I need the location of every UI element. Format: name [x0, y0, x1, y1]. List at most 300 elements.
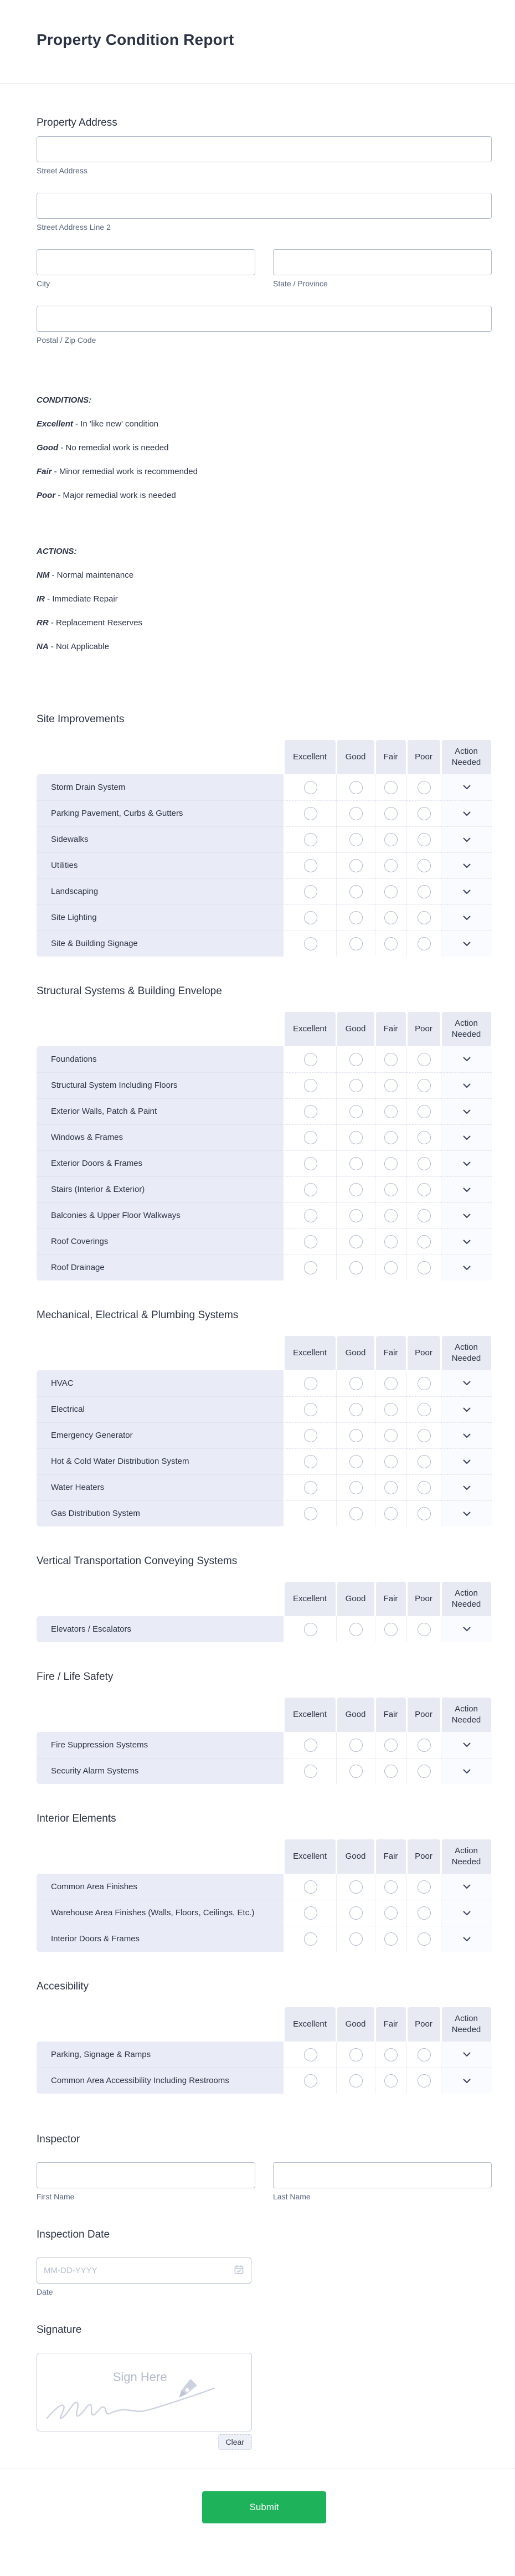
- street-address-input[interactable]: [37, 136, 492, 162]
- action-needed-dropdown[interactable]: [441, 930, 492, 957]
- rating-cell-fair: [375, 1448, 406, 1474]
- rating-cell-good: [336, 800, 375, 826]
- radio-poor[interactable]: [418, 1377, 431, 1390]
- radio-good[interactable]: [349, 781, 363, 794]
- radio-good[interactable]: [349, 833, 363, 846]
- radio-good[interactable]: [349, 1377, 363, 1390]
- chevron-down-icon: [463, 1266, 471, 1271]
- radio-fair[interactable]: [384, 1235, 398, 1248]
- chevron-down-icon: [463, 1057, 471, 1062]
- action-needed-dropdown[interactable]: [441, 1874, 492, 1900]
- table-row: [37, 2042, 492, 2068]
- table-body: [37, 774, 492, 957]
- rating-cell-fair: [375, 1396, 406, 1422]
- radio-fair[interactable]: [384, 885, 398, 898]
- radio-poor[interactable]: [418, 1261, 431, 1274]
- chevron-down-icon: [463, 863, 471, 868]
- radio-excellent[interactable]: [304, 885, 317, 898]
- chevron-down-icon: [463, 785, 471, 790]
- rating-cell-good: [336, 1150, 375, 1176]
- radio-poor[interactable]: [418, 1183, 431, 1196]
- rating-cell-excellent: [284, 1046, 336, 1072]
- rating-cell-fair: [375, 774, 406, 800]
- row-label: Utilities: [37, 852, 284, 878]
- actions-title: ACTIONS:: [37, 547, 77, 556]
- radio-fair[interactable]: [384, 833, 398, 846]
- action-needed-dropdown[interactable]: [441, 852, 492, 878]
- table-header-row: [37, 1336, 492, 1370]
- header-spacer: [37, 1839, 284, 1874]
- radio-poor[interactable]: [418, 937, 431, 950]
- radio-fair[interactable]: [384, 1455, 398, 1468]
- action-needed-dropdown[interactable]: [441, 1124, 492, 1150]
- postal-input[interactable]: [37, 306, 492, 332]
- column-header: Action Needed: [442, 1336, 491, 1370]
- radio-good[interactable]: [349, 1765, 363, 1778]
- action-needed-dropdown[interactable]: [441, 1228, 492, 1254]
- rating-cell-fair: [375, 1176, 406, 1202]
- row-label: Fire Suppression Systems: [37, 1732, 284, 1758]
- action-needed-dropdown[interactable]: [441, 1046, 492, 1072]
- rating-cell-good: [336, 2042, 375, 2068]
- column-header: Fair: [376, 2007, 406, 2042]
- rating-cell-fair: [375, 800, 406, 826]
- radio-fair[interactable]: [384, 1261, 398, 1274]
- radio-good[interactable]: [349, 1623, 363, 1636]
- rating-table-section: [37, 1671, 492, 1784]
- action-needed-dropdown[interactable]: [441, 1422, 492, 1448]
- radio-excellent[interactable]: [304, 807, 317, 820]
- chevron-down-icon: [463, 916, 471, 921]
- chevron-down-icon: [463, 1459, 471, 1464]
- table-row: [37, 1228, 492, 1254]
- column-header: Good: [337, 740, 374, 774]
- radio-excellent[interactable]: [304, 1209, 317, 1222]
- radio-poor[interactable]: [418, 1880, 431, 1894]
- section-title: Accesibility: [37, 1981, 89, 1992]
- chevron-down-icon: [463, 1083, 471, 1088]
- first-name-input[interactable]: [37, 2162, 255, 2188]
- radio-fair[interactable]: [384, 1429, 398, 1442]
- property-address-label: Property Address: [37, 117, 117, 128]
- action-needed-dropdown[interactable]: [441, 904, 492, 930]
- radio-good[interactable]: [349, 1739, 363, 1752]
- radio-poor[interactable]: [418, 1079, 431, 1092]
- rating-table-section: [37, 985, 492, 1281]
- rating-cell-excellent: [284, 1732, 336, 1758]
- rating-cell-poor: [406, 930, 441, 957]
- column-header: Fair: [376, 1839, 406, 1874]
- action-needed-dropdown[interactable]: [441, 2068, 492, 2094]
- rating-cell-good: [336, 1758, 375, 1784]
- action-needed-dropdown[interactable]: [441, 1448, 492, 1474]
- rating-cell-poor: [406, 1046, 441, 1072]
- radio-fair[interactable]: [384, 1481, 398, 1494]
- action-needed-dropdown[interactable]: [441, 1500, 492, 1526]
- radio-excellent[interactable]: [304, 1183, 317, 1196]
- chevron-down-icon: [463, 1135, 471, 1140]
- radio-poor[interactable]: [418, 1455, 431, 1468]
- radio-poor[interactable]: [418, 1623, 431, 1636]
- radio-good[interactable]: [349, 1880, 363, 1894]
- radio-excellent[interactable]: [304, 2048, 317, 2061]
- radio-poor[interactable]: [418, 1481, 431, 1494]
- radio-poor[interactable]: [418, 2048, 431, 2061]
- radio-excellent[interactable]: [304, 833, 317, 846]
- column-header: Good: [337, 2007, 374, 2042]
- radio-good[interactable]: [349, 1455, 363, 1468]
- radio-good[interactable]: [349, 1183, 363, 1196]
- radio-poor[interactable]: [418, 1157, 431, 1170]
- rating-cell-poor: [406, 1926, 441, 1952]
- radio-good[interactable]: [349, 1157, 363, 1170]
- header-spacer: [37, 1698, 284, 1732]
- column-header: Excellent: [285, 740, 336, 774]
- section-title: Vertical Transportation Conveying Systems: [37, 1555, 238, 1567]
- radio-excellent[interactable]: [304, 937, 317, 950]
- rating-cell-poor: [406, 1150, 441, 1176]
- rating-cell-good: [336, 1900, 375, 1926]
- header-spacer: [37, 1336, 284, 1370]
- rating-cell-excellent: [284, 1228, 336, 1254]
- table-row: [37, 1926, 492, 1952]
- action-needed-dropdown[interactable]: [441, 1474, 492, 1500]
- action-needed-dropdown[interactable]: [441, 1370, 492, 1396]
- radio-fair[interactable]: [384, 1932, 398, 1946]
- inspector-section: [37, 2133, 492, 2201]
- rating-cell-excellent: [284, 1616, 336, 1642]
- radio-fair[interactable]: [384, 1623, 398, 1636]
- rating-cell-good: [336, 2068, 375, 2094]
- column-header: Action Needed: [442, 2007, 491, 2042]
- table-header-row: [37, 1012, 492, 1046]
- row-label: Exterior Doors & Frames: [37, 1150, 284, 1176]
- radio-fair[interactable]: [384, 1880, 398, 1894]
- rating-cell-excellent: [284, 904, 336, 930]
- state-input[interactable]: [273, 249, 492, 275]
- radio-good[interactable]: [349, 885, 363, 898]
- radio-good[interactable]: [349, 807, 363, 820]
- last-name-input[interactable]: [273, 2162, 492, 2188]
- rating-cell-fair: [375, 1758, 406, 1784]
- radio-fair[interactable]: [384, 859, 398, 872]
- rating-cell-poor: [406, 1202, 441, 1228]
- rating-cell-excellent: [284, 1758, 336, 1784]
- radio-excellent[interactable]: [304, 1157, 317, 1170]
- pen-icon: [172, 2376, 200, 2407]
- radio-excellent[interactable]: [304, 1880, 317, 1894]
- chevron-down-icon: [463, 1742, 471, 1747]
- radio-fair[interactable]: [384, 911, 398, 924]
- row-label: Roof Drainage: [37, 1254, 284, 1281]
- radio-fair[interactable]: [384, 1183, 398, 1196]
- radio-fair[interactable]: [384, 1053, 398, 1066]
- rating-cell-excellent: [284, 826, 336, 852]
- radio-good[interactable]: [349, 1105, 363, 1118]
- legend-item: NA - Not Applicable: [37, 642, 109, 651]
- radio-good[interactable]: [349, 911, 363, 924]
- row-label: Common Area Finishes: [37, 1874, 284, 1900]
- radio-poor[interactable]: [418, 1739, 431, 1752]
- radio-fair[interactable]: [384, 1209, 398, 1222]
- clear-signature-button[interactable]: Clear: [218, 2434, 252, 2450]
- rating-cell-excellent: [284, 1202, 336, 1228]
- rating-table-section: [37, 1981, 492, 2094]
- radio-fair[interactable]: [384, 937, 398, 950]
- radio-good[interactable]: [349, 1235, 363, 1248]
- legend-item: Fair - Minor remedial work is recommended: [37, 467, 198, 476]
- radio-fair[interactable]: [384, 1377, 398, 1390]
- radio-excellent[interactable]: [304, 1105, 317, 1118]
- rating-cell-fair: [375, 1150, 406, 1176]
- radio-excellent[interactable]: [304, 1131, 317, 1144]
- rating-cell-excellent: [284, 1448, 336, 1474]
- radio-poor[interactable]: [418, 1235, 431, 1248]
- radio-good[interactable]: [349, 1053, 363, 1066]
- radio-excellent[interactable]: [304, 859, 317, 872]
- radio-fair[interactable]: [384, 1157, 398, 1170]
- radio-good[interactable]: [349, 1131, 363, 1144]
- radio-poor[interactable]: [418, 1209, 431, 1222]
- radio-good[interactable]: [349, 1932, 363, 1946]
- chevron-down-icon: [463, 1407, 471, 1412]
- radio-excellent[interactable]: [304, 1377, 317, 1390]
- row-label: Roof Coverings: [37, 1228, 284, 1254]
- table-row: [37, 930, 492, 957]
- radio-excellent[interactable]: [304, 1739, 317, 1752]
- column-header: Poor: [408, 1336, 440, 1370]
- radio-good[interactable]: [349, 1079, 363, 1092]
- action-needed-dropdown[interactable]: [441, 826, 492, 852]
- rating-cell-poor: [406, 826, 441, 852]
- radio-poor[interactable]: [418, 1105, 431, 1118]
- radio-excellent[interactable]: [304, 1507, 317, 1520]
- state-sublabel: State / Province: [273, 279, 328, 288]
- first-name-sublabel: First Name: [37, 2192, 75, 2201]
- table-row: [37, 2068, 492, 2094]
- table-row: [37, 1150, 492, 1176]
- chevron-down-icon: [463, 889, 471, 894]
- radio-poor[interactable]: [418, 781, 431, 794]
- rating-cell-good: [336, 1616, 375, 1642]
- radio-poor[interactable]: [418, 1403, 431, 1416]
- action-needed-dropdown[interactable]: [441, 1616, 492, 1642]
- street-address2-field: [37, 193, 492, 232]
- chevron-down-icon: [463, 1240, 471, 1245]
- action-needed-dropdown[interactable]: [441, 1926, 492, 1952]
- action-needed-dropdown[interactable]: [441, 1396, 492, 1422]
- city-input[interactable]: [37, 249, 255, 275]
- column-header: Action Needed: [442, 1698, 491, 1732]
- radio-good[interactable]: [349, 1429, 363, 1442]
- rating-table-section: [37, 713, 492, 957]
- radio-good[interactable]: [349, 1906, 363, 1920]
- radio-fair[interactable]: [384, 1403, 398, 1416]
- radio-excellent[interactable]: [304, 1932, 317, 1946]
- chevron-down-icon: [463, 1109, 471, 1114]
- action-needed-dropdown[interactable]: [441, 1150, 492, 1176]
- radio-excellent[interactable]: [304, 1765, 317, 1778]
- radio-poor[interactable]: [418, 1053, 431, 1066]
- radio-excellent[interactable]: [304, 1481, 317, 1494]
- radio-excellent[interactable]: [304, 1403, 317, 1416]
- radio-fair[interactable]: [384, 1079, 398, 1092]
- action-needed-dropdown[interactable]: [441, 1098, 492, 1124]
- radio-good[interactable]: [349, 1209, 363, 1222]
- action-needed-dropdown[interactable]: [441, 1072, 492, 1098]
- column-header: Excellent: [285, 1698, 336, 1732]
- action-needed-dropdown[interactable]: [441, 774, 492, 800]
- rating-cell-good: [336, 1474, 375, 1500]
- radio-excellent[interactable]: [304, 1079, 317, 1092]
- table-row: [37, 800, 492, 826]
- radio-fair[interactable]: [384, 781, 398, 794]
- rating-cell-fair: [375, 2068, 406, 2094]
- rating-cell-excellent: [284, 2068, 336, 2094]
- radio-excellent[interactable]: [304, 1623, 317, 1636]
- radio-poor[interactable]: [418, 1507, 431, 1520]
- radio-fair[interactable]: [384, 1906, 398, 1920]
- date-field: [37, 2258, 251, 2284]
- table-row: [37, 1254, 492, 1281]
- row-label: Storm Drain System: [37, 774, 284, 800]
- rating-cell-good: [336, 878, 375, 904]
- radio-poor[interactable]: [418, 1429, 431, 1442]
- row-label: Common Area Accessibility Including Restrooms: [37, 2068, 284, 2094]
- row-label: HVAC: [37, 1370, 284, 1396]
- radio-fair[interactable]: [384, 2074, 398, 2087]
- radio-good[interactable]: [349, 1507, 363, 1520]
- row-label: Landscaping: [37, 878, 284, 904]
- table-body: [37, 1370, 492, 1526]
- action-needed-dropdown[interactable]: [441, 1758, 492, 1784]
- radio-poor[interactable]: [418, 833, 431, 846]
- street-address2-input[interactable]: [37, 193, 492, 219]
- radio-good[interactable]: [349, 1481, 363, 1494]
- action-needed-dropdown[interactable]: [441, 1732, 492, 1758]
- last-name-sublabel: Last Name: [273, 2192, 311, 2201]
- rating-cell-good: [336, 1202, 375, 1228]
- rating-cell-fair: [375, 1900, 406, 1926]
- radio-good[interactable]: [349, 937, 363, 950]
- radio-excellent[interactable]: [304, 1455, 317, 1468]
- radio-excellent[interactable]: [304, 781, 317, 794]
- row-label: Elevators / Escalators: [37, 1616, 284, 1642]
- radio-good[interactable]: [349, 1261, 363, 1274]
- rating-cell-good: [336, 1254, 375, 1281]
- street-address2-sublabel: Street Address Line 2: [37, 223, 111, 232]
- rating-table-section: [37, 1555, 492, 1642]
- radio-fair[interactable]: [384, 1739, 398, 1752]
- rating-cell-excellent: [284, 878, 336, 904]
- header-spacer: [37, 2007, 284, 2042]
- rating-cell-fair: [375, 1474, 406, 1500]
- rating-cell-excellent: [284, 1422, 336, 1448]
- radio-excellent[interactable]: [304, 1906, 317, 1920]
- radio-good[interactable]: [349, 2074, 363, 2087]
- radio-excellent[interactable]: [304, 1235, 317, 1248]
- row-label: Parking, Signage & Ramps: [37, 2042, 284, 2068]
- row-label: Emergency Generator: [37, 1422, 284, 1448]
- radio-poor[interactable]: [418, 2074, 431, 2087]
- column-header: Good: [337, 1839, 374, 1874]
- column-header: Poor: [408, 2007, 440, 2042]
- rating-cell-good: [336, 1396, 375, 1422]
- radio-poor[interactable]: [418, 807, 431, 820]
- rating-cell-poor: [406, 2042, 441, 2068]
- rating-cell-good: [336, 852, 375, 878]
- action-needed-dropdown[interactable]: [441, 2042, 492, 2068]
- radio-fair[interactable]: [384, 1507, 398, 1520]
- row-label: Site Lighting: [37, 904, 284, 930]
- radio-fair[interactable]: [384, 807, 398, 820]
- action-needed-dropdown[interactable]: [441, 800, 492, 826]
- section-title: Interior Elements: [37, 1813, 116, 1824]
- last-name-field: [273, 2162, 492, 2201]
- calendar-icon[interactable]: [234, 2264, 244, 2277]
- date-input[interactable]: [37, 2258, 251, 2284]
- radio-excellent[interactable]: [304, 1261, 317, 1274]
- header-spacer: [37, 1012, 284, 1046]
- legend-item: Excellent - In 'like new' condition: [37, 419, 159, 429]
- radio-good[interactable]: [349, 2048, 363, 2061]
- radio-fair[interactable]: [384, 1765, 398, 1778]
- column-header: Action Needed: [442, 1012, 491, 1046]
- rating-cell-excellent: [284, 852, 336, 878]
- chevron-down-icon: [463, 2052, 471, 2057]
- city-field: [37, 249, 255, 288]
- section-title: Site Improvements: [37, 713, 125, 725]
- radio-good[interactable]: [349, 859, 363, 872]
- action-needed-dropdown[interactable]: [441, 1176, 492, 1202]
- radio-fair[interactable]: [384, 1131, 398, 1144]
- chevron-down-icon: [463, 1485, 471, 1490]
- radio-excellent[interactable]: [304, 1429, 317, 1442]
- table-row: [37, 1098, 492, 1124]
- radio-poor[interactable]: [418, 1765, 431, 1778]
- table-row: [37, 1758, 492, 1784]
- submit-button[interactable]: Submit: [202, 2491, 326, 2523]
- table-row: [37, 774, 492, 800]
- action-needed-dropdown[interactable]: [441, 878, 492, 904]
- radio-fair[interactable]: [384, 1105, 398, 1118]
- radio-poor[interactable]: [418, 1131, 431, 1144]
- table-body: [37, 1874, 492, 1952]
- chevron-down-icon: [463, 1161, 471, 1166]
- rating-cell-poor: [406, 1254, 441, 1281]
- radio-excellent[interactable]: [304, 911, 317, 924]
- rating-cell-poor: [406, 1448, 441, 1474]
- radio-good[interactable]: [349, 1403, 363, 1416]
- radio-fair[interactable]: [384, 2048, 398, 2061]
- radio-poor[interactable]: [418, 859, 431, 872]
- signature-pad[interactable]: [37, 2353, 252, 2431]
- radio-poor[interactable]: [418, 885, 431, 898]
- action-needed-dropdown[interactable]: [441, 1202, 492, 1228]
- rating-cell-fair: [375, 2042, 406, 2068]
- action-needed-dropdown[interactable]: [441, 1900, 492, 1926]
- radio-poor[interactable]: [418, 1906, 431, 1920]
- radio-poor[interactable]: [418, 1932, 431, 1946]
- action-needed-dropdown[interactable]: [441, 1254, 492, 1281]
- rating-cell-good: [336, 1370, 375, 1396]
- rating-cell-good: [336, 1046, 375, 1072]
- radio-excellent[interactable]: [304, 2074, 317, 2087]
- radio-excellent[interactable]: [304, 1053, 317, 1066]
- property-address-section: [37, 117, 492, 345]
- radio-poor[interactable]: [418, 911, 431, 924]
- rating-cell-good: [336, 1500, 375, 1526]
